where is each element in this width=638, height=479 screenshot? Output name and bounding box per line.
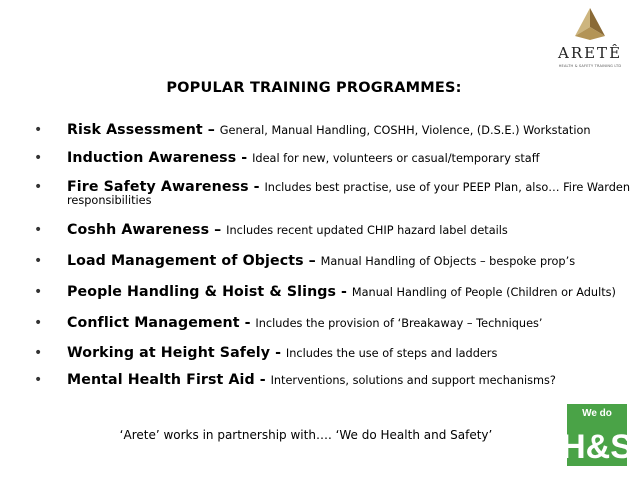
bullet: •: [34, 315, 43, 331]
item-separator: -: [270, 345, 286, 361]
item-description: Manual Handling of Objects – bespoke prop’s: [320, 255, 576, 268]
item-description: Includes best practise, use of your PEEP Plan, also… Fire Warden: [264, 181, 630, 194]
item-title: People Handling & Hoist & Slings: [67, 284, 337, 300]
item-separator: -: [336, 284, 352, 300]
item-description: Interventions, solutions and support mechanisms?: [270, 374, 556, 387]
partnership-footer: ‘Arete’ works in partnership with…. ‘We do Health and Safety’: [119, 428, 493, 442]
item-title: Coshh Awareness: [67, 222, 210, 238]
item-title: Mental Health First Aid: [67, 372, 255, 388]
item-description: Manual Handling of People (Children or Adults): [351, 286, 616, 299]
bullet: •: [34, 150, 43, 166]
item-description-continued: responsibilities: [67, 194, 152, 207]
bullet: •: [34, 179, 43, 195]
item-separator: –: [202, 122, 220, 138]
item-title: Fire Safety Awareness: [67, 179, 249, 195]
item-title: Working at Height Safely: [67, 345, 271, 361]
item-title: Load Management of Objects: [67, 253, 304, 269]
logo-name: ARETÊ: [557, 44, 623, 62]
item-title: Risk Assessment: [67, 122, 203, 138]
item-separator: -: [248, 179, 265, 195]
bullet: •: [34, 345, 43, 361]
logo-tagline: HEALTH & SAFETY TRAINING LTD: [558, 64, 622, 68]
item-description: Includes recent updated CHIP hazard label details: [226, 224, 508, 237]
page-title: POPULAR TRAINING PROGRAMMES:: [166, 80, 462, 96]
item-separator: –: [303, 253, 321, 269]
item-separator: -: [239, 315, 256, 331]
bullet: •: [34, 284, 43, 300]
we-do-hs-logo: [561, 404, 633, 466]
item-description: General, Manual Handling, COSHH, Violence, (D.S.E.) Workstation: [219, 124, 591, 137]
bullet: •: [34, 253, 43, 269]
bullet: •: [34, 122, 43, 138]
item-separator: -: [254, 372, 271, 388]
we-do-logo-letters: H&S: [561, 428, 633, 466]
we-do-logo-top-text: We do: [582, 408, 612, 419]
bullet: •: [34, 372, 43, 388]
item-description: Ideal for new, volunteers or casual/temporary staff: [252, 152, 540, 165]
item-description: Includes the use of steps and ladders: [285, 347, 498, 360]
bullet: •: [34, 222, 43, 238]
item-separator: –: [209, 222, 227, 238]
item-title: Induction Awareness: [67, 150, 237, 166]
item-separator: -: [236, 150, 253, 166]
item-description: Includes the provision of ‘Breakaway – Techniques’: [255, 317, 543, 330]
item-title: Conflict Management: [67, 315, 240, 331]
